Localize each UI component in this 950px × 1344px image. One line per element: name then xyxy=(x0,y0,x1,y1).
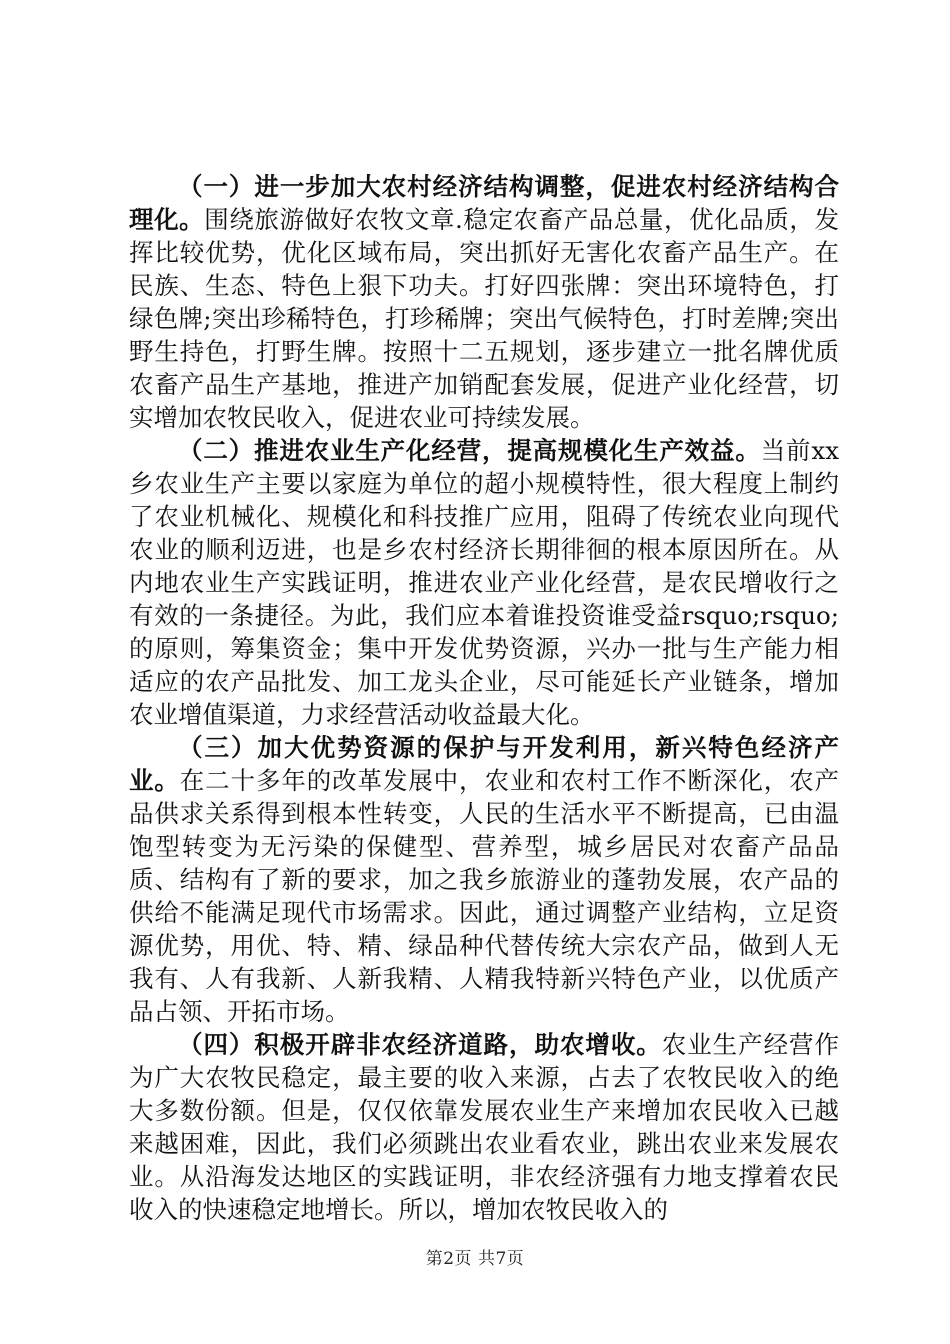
paragraph-1 xyxy=(129,170,839,434)
paragraph-2-heading: （二）推进农业生产化经营，提高规模化生产效益。 xyxy=(178,436,761,465)
paragraph-4-text: 农业生产经营作为广大农牧民稳定，最主要的收入来源，占去了农牧民收入的绝大多数份额。但是，仅仅依靠发展农业生产来增加农民收入已越来越困难，因此，我们必须跳出农业看农业，跳出农业来发展农业。从沿海发达地区的实践证明，非农经济强有力地支撑着农民收入的快速稳定地增长。所以，增加农牧民收入的 xyxy=(129,1030,840,1224)
page-number-footer: 第2页 共7页 xyxy=(425,1249,525,1269)
paragraph-1-text: 围绕旅游做好农牧文章.稳定农畜产品总量，优化品质，发挥比较优势，优化区域布局，突出抓好无害化农畜产品生产。在民族、生态、特色上狠下功夫。打好四张牌：突出环境特色，打绿色牌;突出珍稀特色，打珍稀牌；突出气候特色，打时差牌;突出野生持色，打野生牌。按照十二五规划，逐步建立一批名牌优质农畜产品生产基地，推进产加销配套发展，促进产业化经营，切实增加农牧民收入，促进农业可持续发展。 xyxy=(129,205,840,432)
paragraph-4-heading: （四）积极开辟非农经济道路，助农增收。 xyxy=(178,1030,662,1059)
paragraph-3-heading: （三）加大优势资源的保护与开发利用，新兴特色经济产业。 xyxy=(129,733,839,795)
paragraph-3 xyxy=(129,731,839,1028)
paragraph-3-text: 在二十多年的改革发展中，农业和农村工作不断深化，农产品供求关系得到根本性转变，人民的生活水平不断提高，已由温饱型转变为无污染的保健型、营养型，城乡居民对农畜产品品质、结构有了新的要求，加之我乡旅游业的蓬勃发展，农产品的供给不能满足现代市场需求。因此，通过调整产业结构，立足资源优势，用优、特、精、绿品种代替传统大宗农产品，做到人无我有、人有我新、人新我精、人精我特新兴特色产业，以优质产品占领、开拓市场。 xyxy=(129,766,840,1026)
paragraph-2 xyxy=(129,434,839,731)
paragraph-4 xyxy=(129,1028,839,1226)
paragraph-2-text: 当前xx乡农业生产主要以家庭为单位的超小规模特性，很大程度上制约了农业机械化、规模化和科技推广应用，阻碍了传统农业向现代农业的顺利迈进，也是乡农村经济长期徘徊的根本原因所在。从内地农业生产实践证明，推进农业产业化经营，是农民增收行之有效的一条捷径。为此，我们应本着谁投资谁受益rsquo;rsquo;的原则，筹集资金；集中开发优势资源，兴办一批与生产能力相适应的农产品批发、加工龙头企业，尽可能延长产业链条，增加农业增值渠道，力求经营活动收益最大化。 xyxy=(129,436,840,729)
document-body xyxy=(129,170,839,1226)
paragraph-1-heading: （一）进一步加大农村经济结构调整，促进农村经济结构合理化。 xyxy=(129,172,839,234)
